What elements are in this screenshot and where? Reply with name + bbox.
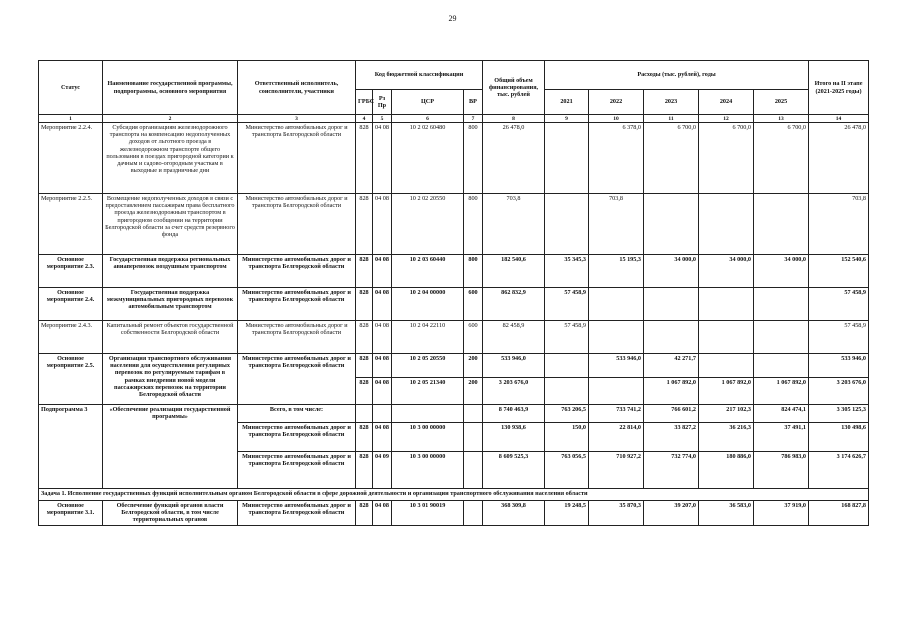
- row-grbs: 828: [356, 501, 373, 526]
- row-grbs: 828: [356, 423, 373, 452]
- row-grand: 533 946,0: [809, 354, 869, 378]
- row-csr: 10 2 02 20550: [392, 194, 464, 255]
- row-2022: 533 946,0: [589, 354, 644, 378]
- header-code-group: Код бюджетной классификации: [356, 61, 483, 90]
- row-2021: [545, 123, 589, 194]
- row-name: Организация транспортного обслуживания населения для осуществления регулярных перевозок по регулируемым тарифам в рамках внедрения новой модели пассажирских перевозок на территории Белгородской области: [103, 354, 238, 405]
- row-2024: 36 216,3: [699, 423, 754, 452]
- row-grand: 3 305 125,3: [809, 405, 869, 423]
- col-number: 10: [589, 115, 644, 123]
- row-2024: 1 067 892,0: [699, 378, 754, 405]
- row-2021: [545, 354, 589, 378]
- row-executor: Министерство автомобильных дорог и транспорта Белгородской области: [238, 423, 356, 452]
- row-vr: 600: [464, 321, 483, 354]
- task-title: Задача 1. Исполнение государственных функций исполнительным органом Белгородской области в сфере дорожной деятельности и организации транспортного обслуживания населения области: [39, 489, 869, 501]
- row-2024: [699, 194, 754, 255]
- col-number: 8: [483, 115, 545, 123]
- row-2023: [644, 194, 699, 255]
- row-grbs: 828: [356, 378, 373, 405]
- row-grbs: 828: [356, 123, 373, 194]
- row-total: 82 458,9: [483, 321, 545, 354]
- row-vr: 800: [464, 123, 483, 194]
- row-name: Обеспечение функций органов власти Белгородской области, в том числе территориальных органов: [103, 501, 238, 526]
- row-2025: 37 919,0: [754, 501, 809, 526]
- row-vr: [464, 405, 483, 423]
- row-2025: 786 983,0: [754, 452, 809, 489]
- col-number: 11: [644, 115, 699, 123]
- row-2024: [699, 288, 754, 321]
- row-executor: Министерство автомобильных дорог и транспорта Белгородской области: [238, 354, 356, 405]
- header-year-2025: 2025: [754, 90, 809, 115]
- row-grand: 130 498,6: [809, 423, 869, 452]
- row-grbs: 828: [356, 452, 373, 489]
- row-status: Мероприятие 2.2.4.: [39, 123, 103, 194]
- row-2025: [754, 354, 809, 378]
- col-number: 9: [545, 115, 589, 123]
- row-executor: Всего, в том числе:: [238, 405, 356, 423]
- row-name: Возмещение недополученных доходов в связи с предоставлением пассажирам права бесплатного проезда железнодорожным транспортом в пригородном сообщении на территории Белгородской области за счет средств резервного фонда: [103, 194, 238, 255]
- header-year-2021: 2021: [545, 90, 589, 115]
- row-status: Основное мероприятие 2.5.: [39, 354, 103, 405]
- row-name: «Обеспечение реализации государственной программы»: [103, 405, 238, 489]
- row-rzpr: 04 08: [373, 321, 392, 354]
- row-2025: 34 000,0: [754, 255, 809, 288]
- row-2022: 710 927,2: [589, 452, 644, 489]
- row-total: 130 938,6: [483, 423, 545, 452]
- row-executor: Министерство автомобильных дорог и транспорта Белгородской области: [238, 288, 356, 321]
- row-2025: [754, 194, 809, 255]
- col-number: 7: [464, 115, 483, 123]
- col-number: 4: [356, 115, 373, 123]
- row-csr: 10 3 00 00000: [392, 423, 464, 452]
- row-2024: 34 000,0: [699, 255, 754, 288]
- row-total: 182 540,6: [483, 255, 545, 288]
- header-total: Общий объем финансирования, тыс. рублей: [483, 61, 545, 115]
- row-2023: 766 601,2: [644, 405, 699, 423]
- row-2022: 15 195,3: [589, 255, 644, 288]
- col-number: 14: [809, 115, 869, 123]
- row-2021: 19 248,5: [545, 501, 589, 526]
- row-2023: [644, 288, 699, 321]
- table-row: [39, 194, 869, 255]
- row-grbs: [356, 405, 373, 423]
- row-rzpr: [373, 405, 392, 423]
- row-2023: 6 700,0: [644, 123, 699, 194]
- row-2024: 217 102,3: [699, 405, 754, 423]
- row-grand: 26 478,0: [809, 123, 869, 194]
- row-2021: 763 056,5: [545, 452, 589, 489]
- header-year-2022: 2022: [589, 90, 644, 115]
- header-status: Статус: [39, 61, 103, 115]
- col-number: 1: [39, 115, 103, 123]
- row-grand: 3 203 676,0: [809, 378, 869, 405]
- row-status: Основное мероприятие 2.4.: [39, 288, 103, 321]
- col-number: 6: [392, 115, 464, 123]
- row-2025: 37 491,1: [754, 423, 809, 452]
- row-2025: 824 474,1: [754, 405, 809, 423]
- row-grbs: 828: [356, 288, 373, 321]
- row-executor: Министерство автомобильных дорог и транспорта Белгородской области: [238, 255, 356, 288]
- row-2023: 34 000,0: [644, 255, 699, 288]
- col-number: 3: [238, 115, 356, 123]
- row-2022: 22 814,0: [589, 423, 644, 452]
- row-2025: 1 067 892,0: [754, 378, 809, 405]
- header-expenses-group: Расходы (тыс. рублей), годы: [545, 61, 809, 90]
- row-rzpr: 04 08: [373, 378, 392, 405]
- row-vr: [464, 452, 483, 489]
- table-row: [39, 501, 869, 526]
- row-status: Подпрограмма 3: [39, 405, 103, 489]
- row-csr: 10 2 03 60440: [392, 255, 464, 288]
- col-number: 13: [754, 115, 809, 123]
- row-rzpr: 04 09: [373, 452, 392, 489]
- row-csr: [392, 405, 464, 423]
- col-number: 5: [373, 115, 392, 123]
- row-total: 368 309,8: [483, 501, 545, 526]
- row-vr: 800: [464, 255, 483, 288]
- row-executor: Министерство автомобильных дорог и транспорта Белгородской области: [238, 452, 356, 489]
- row-2021: 57 458,9: [545, 288, 589, 321]
- row-2022: 35 870,3: [589, 501, 644, 526]
- table-row: [39, 321, 869, 354]
- row-2023: 732 774,0: [644, 452, 699, 489]
- row-2022: 6 378,0: [589, 123, 644, 194]
- row-grbs: 828: [356, 255, 373, 288]
- row-2022: 733 741,2: [589, 405, 644, 423]
- row-2021: 57 458,9: [545, 321, 589, 354]
- row-total: 26 478,0: [483, 123, 545, 194]
- task-row: [39, 489, 869, 501]
- row-2022: [589, 288, 644, 321]
- row-csr: 10 2 05 21340: [392, 378, 464, 405]
- row-grbs: 828: [356, 354, 373, 378]
- row-2023: 39 207,0: [644, 501, 699, 526]
- row-grand: 57 458,9: [809, 321, 869, 354]
- header-csr: ЦСР: [392, 90, 464, 115]
- row-2022: 703,8: [589, 194, 644, 255]
- row-rzpr: 04 08: [373, 194, 392, 255]
- row-rzpr: 04 08: [373, 255, 392, 288]
- row-2024: 180 886,0: [699, 452, 754, 489]
- header-grbs: ГРБС: [356, 90, 373, 115]
- row-grbs: 828: [356, 321, 373, 354]
- header-executor: Ответственный исполнитель, соисполнители, участники: [238, 61, 356, 115]
- row-name: Субсидия организациям железнодорожного транспорта на компенсацию недополученных доходов от льготного проезда в железнодорожном транспорте общего пользования в поездах пригородной категории к дачным и садово-огородным участкам в выходные и праздничные дни: [103, 123, 238, 194]
- row-vr: 200: [464, 354, 483, 378]
- row-executor: Министерство автомобильных дорог и транспорта Белгородской области: [238, 501, 356, 526]
- row-2023: [644, 321, 699, 354]
- row-2021: 150,0: [545, 423, 589, 452]
- row-2022: [589, 378, 644, 405]
- row-2025: [754, 321, 809, 354]
- row-2021: 35 345,3: [545, 255, 589, 288]
- row-total: 862 832,9: [483, 288, 545, 321]
- row-2024: 36 583,0: [699, 501, 754, 526]
- row-grand: 3 174 626,7: [809, 452, 869, 489]
- row-grand: 57 458,9: [809, 288, 869, 321]
- row-vr: 200: [464, 378, 483, 405]
- row-rzpr: 04 08: [373, 501, 392, 526]
- row-executor: Министерство автомобильных дорог и транспорта Белгородской области: [238, 123, 356, 194]
- row-status: Мероприятие 2.4.3.: [39, 321, 103, 354]
- row-csr: 10 2 02 60480: [392, 123, 464, 194]
- header-grand-total: Итого на II этапе (2021-2025 годы): [809, 61, 869, 115]
- row-2021: [545, 194, 589, 255]
- row-rzpr: 04 08: [373, 354, 392, 378]
- table-row: [39, 405, 869, 423]
- header-vr: ВР: [464, 90, 483, 115]
- header-year-2024: 2024: [699, 90, 754, 115]
- row-2021: 763 206,5: [545, 405, 589, 423]
- row-csr: 10 2 04 22110: [392, 321, 464, 354]
- row-2022: [589, 321, 644, 354]
- header-year-2023: 2023: [644, 90, 699, 115]
- row-csr: 10 2 04 00000: [392, 288, 464, 321]
- header-rzpr: Рз Пр: [373, 90, 392, 115]
- row-executor: Министерство автомобильных дорог и транспорта Белгородской области: [238, 321, 356, 354]
- row-total: 533 946,0: [483, 354, 545, 378]
- row-2025: [754, 288, 809, 321]
- row-2024: [699, 354, 754, 378]
- col-number: 12: [699, 115, 754, 123]
- budget-table: [38, 60, 869, 526]
- row-vr: [464, 423, 483, 452]
- row-total: 703,8: [483, 194, 545, 255]
- row-grand: 168 827,8: [809, 501, 869, 526]
- row-executor: Министерство автомобильных дорог и транспорта Белгородской области: [238, 194, 356, 255]
- row-grbs: 828: [356, 194, 373, 255]
- row-2025: 6 700,0: [754, 123, 809, 194]
- row-2024: 6 700,0: [699, 123, 754, 194]
- col-number: 2: [103, 115, 238, 123]
- table-row: [39, 255, 869, 288]
- row-rzpr: 04 08: [373, 423, 392, 452]
- table-row: [39, 123, 869, 194]
- row-total: 3 203 676,0: [483, 378, 545, 405]
- column-number-row: [39, 115, 869, 123]
- row-status: Основное мероприятие 3.1.: [39, 501, 103, 526]
- row-2023: 33 827,2: [644, 423, 699, 452]
- page-number: 29: [448, 14, 457, 23]
- row-2023: 42 271,7: [644, 354, 699, 378]
- row-name: Государственная поддержка межмуниципальных пригородных перевозок автомобильным транспортом: [103, 288, 238, 321]
- row-2021: [545, 378, 589, 405]
- row-grand: 152 540,6: [809, 255, 869, 288]
- row-2024: [699, 321, 754, 354]
- row-csr: 10 3 01 90019: [392, 501, 464, 526]
- row-vr: 600: [464, 288, 483, 321]
- row-grand: 703,8: [809, 194, 869, 255]
- table-row: [39, 354, 869, 378]
- row-csr: 10 3 00 00000: [392, 452, 464, 489]
- header-name: Наименование государственной программы, подпрограммы, основного мероприятия: [103, 61, 238, 115]
- table-row: [39, 288, 869, 321]
- row-total: 8 609 525,3: [483, 452, 545, 489]
- row-total: 8 740 463,9: [483, 405, 545, 423]
- row-name: Капитальный ремонт объектов государственной собственности Белгородской области: [103, 321, 238, 354]
- row-name: Государственная поддержка региональных авиаперевозок воздушным транспортом: [103, 255, 238, 288]
- row-rzpr: 04 08: [373, 123, 392, 194]
- row-vr: [464, 501, 483, 526]
- row-rzpr: 04 08: [373, 288, 392, 321]
- row-status: Основное мероприятие 2.3.: [39, 255, 103, 288]
- row-vr: 800: [464, 194, 483, 255]
- row-csr: 10 2 05 20550: [392, 354, 464, 378]
- row-2023: 1 067 892,0: [644, 378, 699, 405]
- row-status: Мероприятие 2.2.5.: [39, 194, 103, 255]
